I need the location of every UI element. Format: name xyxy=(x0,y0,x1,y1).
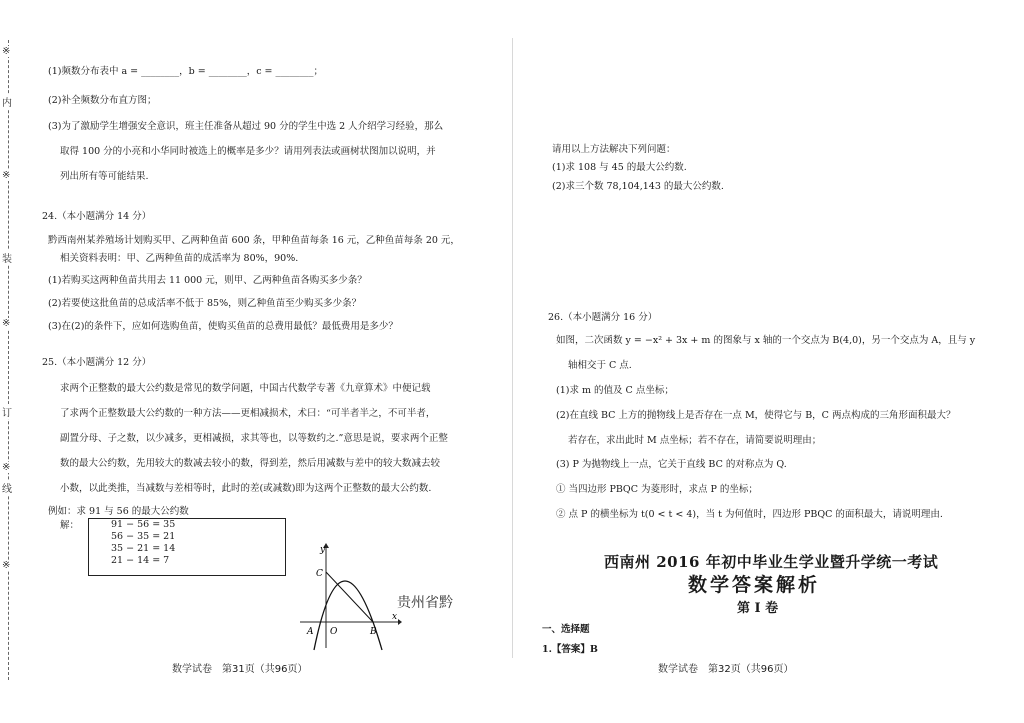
q24-line: (1)若购买这两种鱼苗共用去 11 000 元，则甲、乙两种鱼苗各购买多少条？ xyxy=(48,275,367,286)
label-b: B xyxy=(370,627,377,637)
line-bc xyxy=(326,572,373,622)
q26-line: (3) P 为抛物线上一点，它关于直线 BC 的对称点为 Q. xyxy=(556,459,787,470)
example-box xyxy=(88,518,286,576)
q24-line: 相关资料表明：甲、乙两种鱼苗的成活率为 80%，90%. xyxy=(60,253,299,264)
q25-heading: 25.（本小题满分 12 分） xyxy=(42,357,152,368)
margin-char: ※ xyxy=(2,318,11,329)
q25-example: 例如：求 91 与 56 的最大公约数 xyxy=(48,506,189,517)
q23-part3-end: 列出所有等可能结果. xyxy=(60,171,149,182)
q24-line: 黔西南州某养殖场计划购买甲、乙两种鱼苗 600 条，甲种鱼苗每条 16 元，乙种鱼苗每条 20 元， xyxy=(48,235,460,246)
q24-line: (3)在(2)的条件下，应如何选购鱼苗，使购买鱼苗的总费用最低？最低费用是多少？ xyxy=(48,321,398,332)
q25-cont-line: (2)求三个数 78,104,143 的最大公约数. xyxy=(552,181,724,192)
page-footer-left: 数学试卷 第31页（共96页） xyxy=(172,664,308,675)
q25-line: 副置分母、子之数，以少减多，更相减损，求其等也，以等数约之.”意思是说，要求两个正整 xyxy=(60,433,448,444)
label-a: A xyxy=(307,627,314,637)
q23-part1: (1)频数分布表中 a = ________，b = ________，c = ________； xyxy=(48,66,324,77)
q24-heading: 24.（本小题满分 14 分） xyxy=(42,211,152,222)
answer-1: 1.【答案】B xyxy=(542,644,598,655)
page-footer-right: 数学试卷 第32页（共96页） xyxy=(658,664,794,675)
label-y: y xyxy=(320,545,326,555)
margin-char: ※ xyxy=(2,560,11,571)
margin-char: 订 xyxy=(2,404,12,419)
q26-line: (2)在直线 BC 上方的抛物线上是否存在一点 M，使得它与 B，C 两点构成的三角形面积最大？ xyxy=(556,410,956,421)
q25-cont-line: 请用以上方法解决下列问题： xyxy=(552,144,676,155)
q26-line: ① 当四边形 PBQC 为菱形时，求点 P 的坐标； xyxy=(556,484,758,495)
q25-line: 了求两个正整数最大公约数的一种方法——更相减损术，术曰：“可半者半之，不可半者， xyxy=(60,408,436,419)
q25-cont-line: (1)求 108 与 45 的最大公约数. xyxy=(552,162,687,173)
label-o: O xyxy=(330,627,338,637)
q24-line: (2)若要使这批鱼苗的总成活率不低于 85%，则乙种鱼苗至少购买多少条？ xyxy=(48,298,362,309)
label-x: x xyxy=(392,612,398,622)
q23-part3: (3)为了激励学生增强安全意识，班主任准备从超过 90 分的学生中选 2 人介绍学习经验，那么 xyxy=(48,121,444,132)
q25-solution-label: 解： xyxy=(60,520,80,531)
q23-part2: (2)补全频数分布直方图； xyxy=(48,95,157,106)
example-step: 56 − 35 = 21 xyxy=(111,531,176,542)
watermark-text: 贵州省黔 xyxy=(397,595,453,611)
label-c: C xyxy=(316,569,323,579)
margin-char: ※ xyxy=(2,170,11,181)
x-axis-arrow xyxy=(398,619,402,625)
q26-line: 如图，二次函数 y = −x² + 3x + m 的图象与 x 轴的一个交点为 B(4,0)，另一个交点为 A，且与 y xyxy=(556,335,976,346)
q23-part3-cont: 取得 100 分的小亮和小华同时被选上的概率是多少？请用列表法或画树状图加以说明，并 xyxy=(60,146,436,157)
binding-margin-line xyxy=(8,40,9,680)
answer-title: 西南州 2016 年初中毕业生学业暨升学统一考试 xyxy=(604,553,939,571)
q26-heading: 26.（本小题满分 16 分） xyxy=(548,312,658,323)
q25-line: 数的最大公约数，先用较大的数减去较小的数，得到差，然后用减数与差中的较大数减去较 xyxy=(60,458,441,469)
q26-line: 轴相交于 C 点. xyxy=(568,360,632,371)
q26-line: (1)求 m 的值及 C 点坐标； xyxy=(556,385,674,396)
volume-title: 第 Ⅰ 卷 xyxy=(737,601,779,616)
margin-char: 线 xyxy=(2,480,12,495)
section-heading: 一、选择题 xyxy=(542,624,590,635)
example-step: 35 − 21 = 14 xyxy=(111,543,176,554)
q25-line: 小数，以此类推，当减数与差相等时，此时的差(或减数)即为这两个正整数的最大公约数. xyxy=(60,483,432,494)
example-step: 91 − 56 = 35 xyxy=(111,519,176,530)
margin-char: ※ xyxy=(2,46,11,57)
margin-char: 装 xyxy=(2,250,12,265)
margin-char: ※ xyxy=(2,462,11,473)
parabola-curve xyxy=(314,581,382,650)
example-step: 21 − 14 = 7 xyxy=(111,555,170,566)
margin-char: 内 xyxy=(2,94,12,109)
answer-subtitle: 数学答案解析 xyxy=(688,574,821,596)
q26-line: ② 点 P 的横坐标为 t(0 < t < 4)，当 t 为何值时，四边形 PBQC 的面积最大，请说明理由. xyxy=(556,509,943,520)
q26-line: 若存在，求出此时 M 点坐标；若不存在，请简要说明理由； xyxy=(568,435,822,446)
q25-line: 求两个正整数的最大公约数是常见的数学问题，中国古代数学专著《九章算术》中便记载 xyxy=(60,383,431,394)
page-divider xyxy=(512,38,513,658)
parabola-graph xyxy=(298,542,402,652)
